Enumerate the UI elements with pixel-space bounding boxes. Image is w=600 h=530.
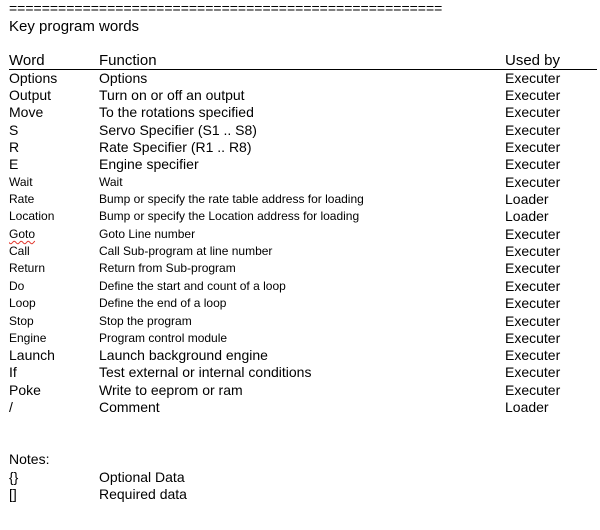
function-cell: Engine specifier [99,156,199,172]
word-cell: Call [9,244,30,258]
used-by-cell: Executer [505,226,561,242]
header-function: Function [99,52,157,69]
function-cell: Write to eeprom or ram [99,382,243,398]
function-cell: Test external or internal conditions [99,364,312,380]
table-row [0,156,600,173]
table-row [0,364,600,381]
separator-line: ===================================================== [9,0,443,16]
function-cell: Goto Line number [99,227,196,241]
word-cell: Wait [9,175,33,189]
table-row [0,347,600,364]
used-by-cell: Executer [505,87,561,103]
table-row [0,243,600,260]
used-by-cell: Loader [505,191,549,207]
word-cell: Options [9,70,58,86]
notes-symbol: [] [9,486,17,502]
table-row [0,399,600,416]
function-cell: Rate Specifier (R1 .. R8) [99,139,252,155]
word-cell: Poke [9,382,41,398]
notes-meaning: Required data [99,486,187,502]
function-cell: Bump or specify the rate table address for loading [99,192,364,206]
function-cell: Stop the program [99,314,192,328]
function-cell: Comment [99,399,160,415]
used-by-cell: Executer [505,156,561,172]
used-by-cell: Executer [505,243,561,259]
table-row [0,87,600,104]
word-cell: Engine [9,331,47,345]
used-by-cell: Executer [505,260,561,276]
header-used-by: Used by [505,52,561,69]
function-cell: To the rotations specified [99,104,254,120]
table-row [0,208,600,225]
used-by-cell: Executer [505,104,561,120]
used-by-cell: Executer [505,278,561,294]
used-by-cell: Executer [505,139,561,155]
function-cell: Define the start and count of a loop [99,279,286,293]
table-row [0,174,600,191]
word-cell: Location [9,209,55,223]
table-row [0,278,600,295]
notes-symbol: {} [9,469,19,485]
word-cell: / [9,399,13,415]
table-row [0,191,600,208]
header-word: Word [9,52,45,69]
document-title: Key program words [9,18,140,35]
used-by-cell: Executer [505,347,561,363]
function-cell: Wait [99,175,123,189]
notes-item [0,486,600,503]
used-by-cell: Executer [505,122,561,138]
function-cell: Bump or specify the Location address for loading [99,209,360,223]
used-by-cell: Loader [505,399,549,415]
table-row [0,313,600,330]
function-cell: Call Sub-program at line number [99,244,273,258]
word-cell: Rate [9,192,35,206]
word-cell: Move [9,104,44,120]
used-by-cell: Executer [505,382,561,398]
table-row [0,260,600,277]
notes-label: Notes: [9,451,50,467]
word-cell: Stop [9,314,34,328]
function-cell: Return from Sub-program [99,261,236,275]
word-cell: Return [9,261,46,275]
notes-meaning: Optional Data [99,469,185,485]
word-cell: Loop [9,296,36,310]
function-cell: Turn on or off an output [99,87,245,103]
word-cell: E [9,156,19,172]
notes-item [0,469,600,486]
function-cell: Program control module [99,331,228,345]
word-cell: Launch [9,347,55,363]
word-cell: Goto [9,227,36,241]
function-cell: Servo Specifier (S1 .. S8) [99,122,257,138]
used-by-cell: Executer [505,330,561,346]
used-by-cell: Executer [505,70,561,86]
table-row [0,382,600,399]
used-by-cell: Executer [505,295,561,311]
table-row [0,104,600,121]
used-by-cell: Loader [505,208,549,224]
used-by-cell: Executer [505,364,561,380]
function-cell: Launch background engine [99,347,268,363]
word-cell: Output [9,87,52,103]
function-cell: Define the end of a loop [99,296,227,310]
table-row [0,139,600,156]
function-cell: Options [99,70,148,86]
table-row [0,330,600,347]
word-cell: Do [9,279,25,293]
used-by-cell: Executer [505,174,561,190]
table-row [0,70,600,87]
table-row [0,122,600,139]
table-row [0,226,600,243]
table-row [0,295,600,312]
word-cell: If [9,364,17,380]
word-cell: S [9,122,19,138]
word-cell: R [9,139,20,155]
used-by-cell: Executer [505,313,561,329]
